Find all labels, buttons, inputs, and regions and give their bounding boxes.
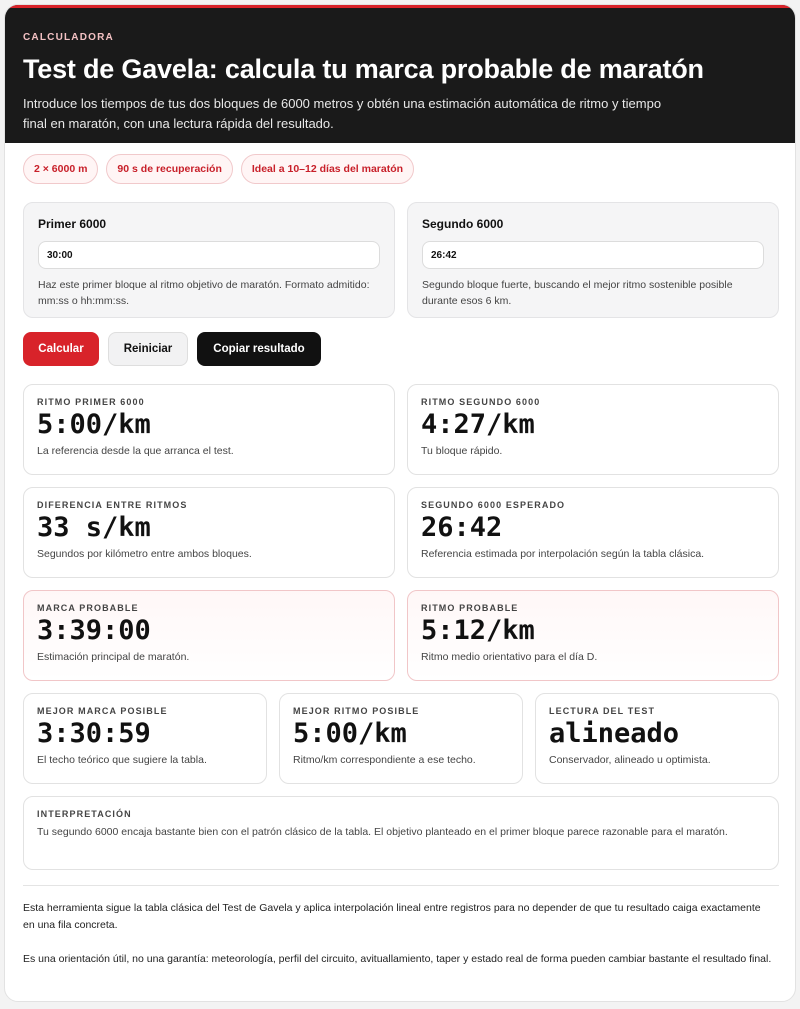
result-value: alineado — [549, 718, 680, 749]
result-desc: Estimación principal de maratón. — [37, 651, 190, 663]
header — [5, 5, 795, 143]
intro-text: Introduce los tiempos de tus dos bloques de 6000 metros y obtén una estimación automática de ritmo y tiempo final en maratón, con una lectura rápida del resultado. — [23, 96, 662, 132]
interpretation-title: INTERPRETACIÓN — [37, 809, 132, 819]
result-value: 33 s/km — [37, 512, 151, 543]
result-title: MEJOR MARCA POSIBLE — [37, 706, 168, 716]
interpretation-box — [23, 796, 779, 870]
result-title: LECTURA DEL TEST — [549, 706, 656, 716]
result-best-pace — [279, 693, 523, 784]
result-value: 3:30:59 — [37, 718, 151, 749]
result-title: MARCA PROBABLE — [37, 603, 139, 613]
result-desc: Conservador, alineado u optimista. — [549, 754, 711, 766]
result-desc: El techo teórico que sugiere la tabla. — [37, 754, 207, 766]
result-desc: La referencia desde la que arranca el test. — [37, 445, 234, 457]
result-value: 4:27/km — [421, 409, 535, 440]
result-desc: Tu bloque rápido. — [421, 445, 503, 457]
result-value: 5:00/km — [293, 718, 407, 749]
result-desc: Ritmo medio orientativo para el día D. — [421, 651, 598, 663]
result-test-reading — [535, 693, 779, 784]
result-probable-mark — [23, 590, 395, 681]
second-6000-label: Segundo 6000 — [422, 217, 504, 231]
result-pace-difference — [23, 487, 395, 578]
second-6000-group — [407, 202, 779, 318]
result-desc: Segundos por kilómetro entre ambos bloques. — [37, 548, 252, 560]
result-value: 3:39:00 — [37, 615, 151, 646]
result-title: DIFERENCIA ENTRE RITMOS — [37, 500, 188, 510]
result-value: 5:00/km — [37, 409, 151, 440]
chip-recovery: 90 s de recuperación — [106, 154, 232, 184]
result-value: 5:12/km — [421, 615, 535, 646]
result-title: SEGUNDO 6000 ESPERADO — [421, 500, 566, 510]
result-desc: Referencia estimada por interpolación según la tabla clásica. — [421, 548, 705, 560]
calculator-card — [4, 4, 796, 1002]
reset-button[interactable]: Reiniciar — [108, 332, 188, 366]
result-title: RITMO PROBABLE — [421, 603, 519, 613]
result-value: 26:42 — [421, 512, 503, 543]
chip-row — [23, 154, 414, 184]
page-title: Test de Gavela: calcula tu marca probable de maratón — [23, 54, 704, 84]
first-6000-label: Primer 6000 — [38, 217, 107, 231]
first-6000-input[interactable]: 30:00 — [38, 241, 380, 269]
footer-note-disclaimer: Es una orientación útil, no una garantía: meteorología, perfil del circuito, avituallamiento, taper y estado real de forma pueden cambiar bastante el resultado final. — [23, 953, 772, 965]
first-6000-group — [23, 202, 395, 318]
footer-note-method: Esta herramienta sigue la tabla clásica del Test de Gavela y aplica interpolación lineal entre registros para no depender de que tu resultado caiga exactamente en una fila concreta. — [23, 902, 761, 931]
result-desc: Ritmo/km correspondiente a ese techo. — [293, 754, 476, 766]
result-best-mark — [23, 693, 267, 784]
action-buttons — [23, 332, 321, 366]
interpretation-text: Tu segundo 6000 encaja bastante bien con el patrón clásico de la tabla. El objetivo planteado en el primer bloque parece razonable para el maratón. — [37, 826, 728, 838]
result-pace-first — [23, 384, 395, 475]
chip-intervals: 2 × 6000 m — [23, 154, 98, 184]
first-6000-help: Haz este primer bloque al ritmo objetivo de maratón. Formato admitido: mm:ss o hh:mm:ss. — [38, 279, 370, 307]
result-title: RITMO SEGUNDO 6000 — [421, 397, 541, 407]
eyebrow: CALCULADORA — [23, 32, 114, 43]
divider — [23, 885, 779, 886]
copy-result-button[interactable]: Copiar resultado — [197, 332, 321, 366]
result-expected-second — [407, 487, 779, 578]
result-pace-second — [407, 384, 779, 475]
second-6000-input[interactable]: 26:42 — [422, 241, 764, 269]
calculate-button[interactable]: Calcular — [23, 332, 99, 366]
chip-timing: Ideal a 10–12 días del maratón — [241, 154, 414, 184]
result-title: RITMO PRIMER 6000 — [37, 397, 145, 407]
second-6000-help: Segundo bloque fuerte, buscando el mejor ritmo sostenible posible durante esos 6 km. — [422, 279, 733, 307]
result-probable-pace — [407, 590, 779, 681]
result-title: MEJOR RITMO POSIBLE — [293, 706, 420, 716]
